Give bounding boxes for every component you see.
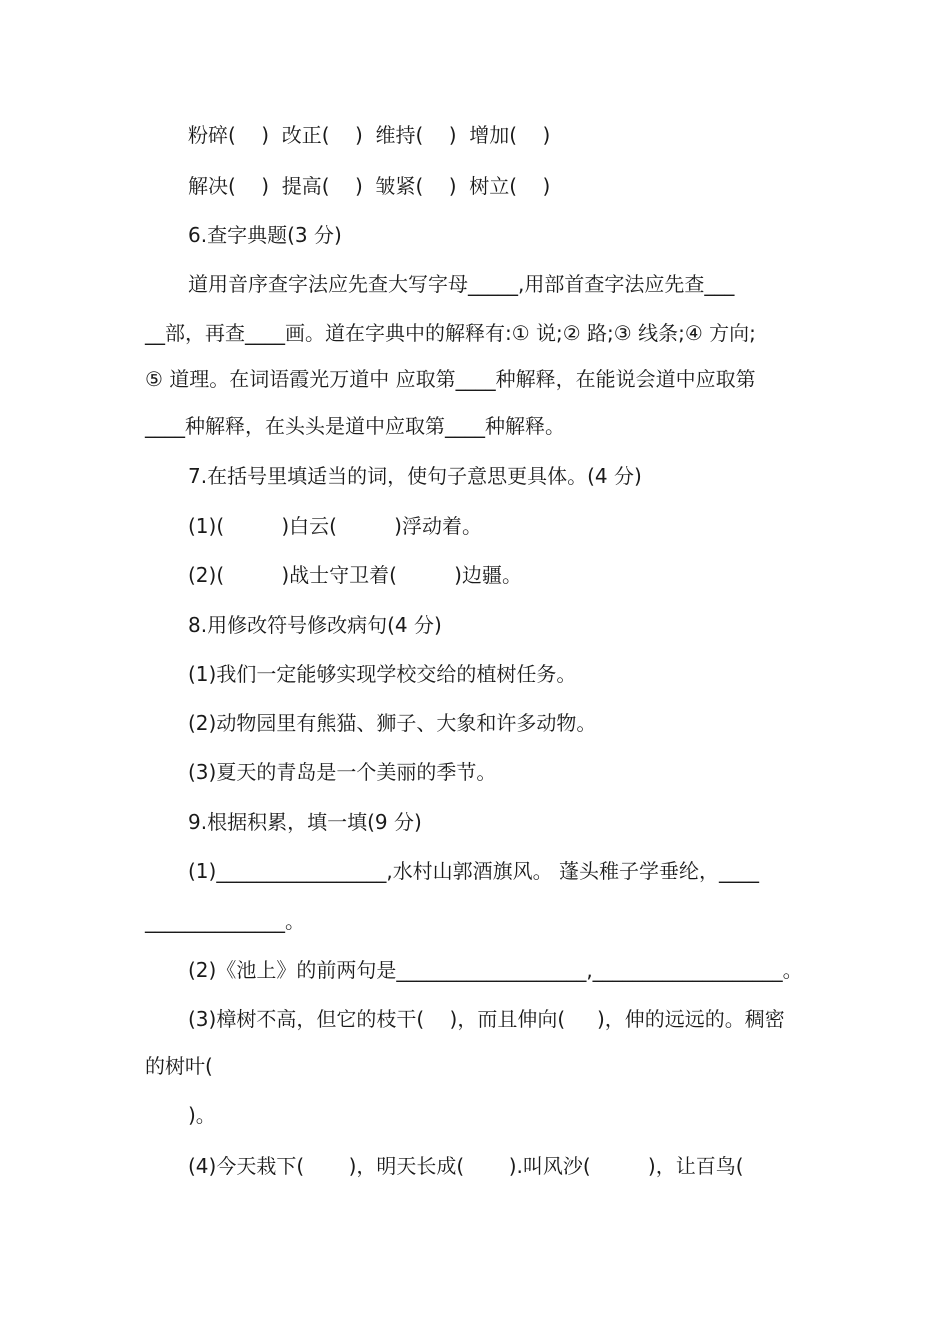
vocab-line-2: 解决( ) 提高( ) 皱紧( ) 树立( ): [188, 174, 551, 198]
q6-text-line-4: ____种解释，在头头是道中应取第____种解释。: [145, 414, 565, 438]
question-6-title: 6.查字典题(3 分): [188, 223, 342, 247]
q6-text-line-2: __部，再查____画。道在字典中的解释有:① 说;② 路;③ 线条;④ 方向;: [145, 321, 756, 345]
q7-item-2: (2)( )战士守卫着( )边疆。: [188, 563, 522, 587]
question-8-title: 8.用修改符号修改病句(4 分): [188, 613, 442, 637]
q6-text-line-3: ⑤ 道理。在词语霞光万道中 应取第____种解释，在能说会道中应取第: [145, 367, 756, 391]
q9-item-1-line-1: (1)_________________,水村山郭酒旗风。 蓬头稚子学垂纶，____: [188, 859, 760, 883]
q9-item-3-line-1: (3)樟树不高，但它的枝干( )，而且伸向( )，伸的远远的。稠密: [188, 1007, 785, 1031]
vocab-line-1: 粉碎( ) 改正( ) 维持( ) 增加( ): [188, 123, 551, 147]
q9-item-3-line-3: )。: [188, 1103, 216, 1127]
question-7-title: 7.在括号里填适当的词，使句子意思更具体。(4 分): [188, 464, 642, 488]
q6-text-line-1: 道用音序查字法应先查大写字母_____,用部首查字法应先查___: [188, 272, 735, 296]
q9-item-1-line-2: ______________。: [145, 909, 305, 933]
q8-item-2: (2)动物园里有熊猫、狮子、大象和许多动物。: [188, 711, 597, 735]
question-9-title: 9.根据积累，填一填(9 分): [188, 810, 422, 834]
q9-item-3-line-2: 的树叶(: [145, 1054, 213, 1078]
q8-item-3: (3)夏天的青岛是一个美丽的季节。: [188, 760, 497, 784]
q9-item-2: (2)《池上》的前两句是___________________,___________________。: [188, 958, 803, 982]
q7-item-1: (1)( )白云( )浮动着。: [188, 514, 482, 538]
q8-item-1: (1)我们一定能够实现学校交给的植树任务。: [188, 662, 577, 686]
q9-item-4: (4)今天栽下( )，明天长成( ).叫风沙( )，让百鸟(: [188, 1154, 744, 1178]
